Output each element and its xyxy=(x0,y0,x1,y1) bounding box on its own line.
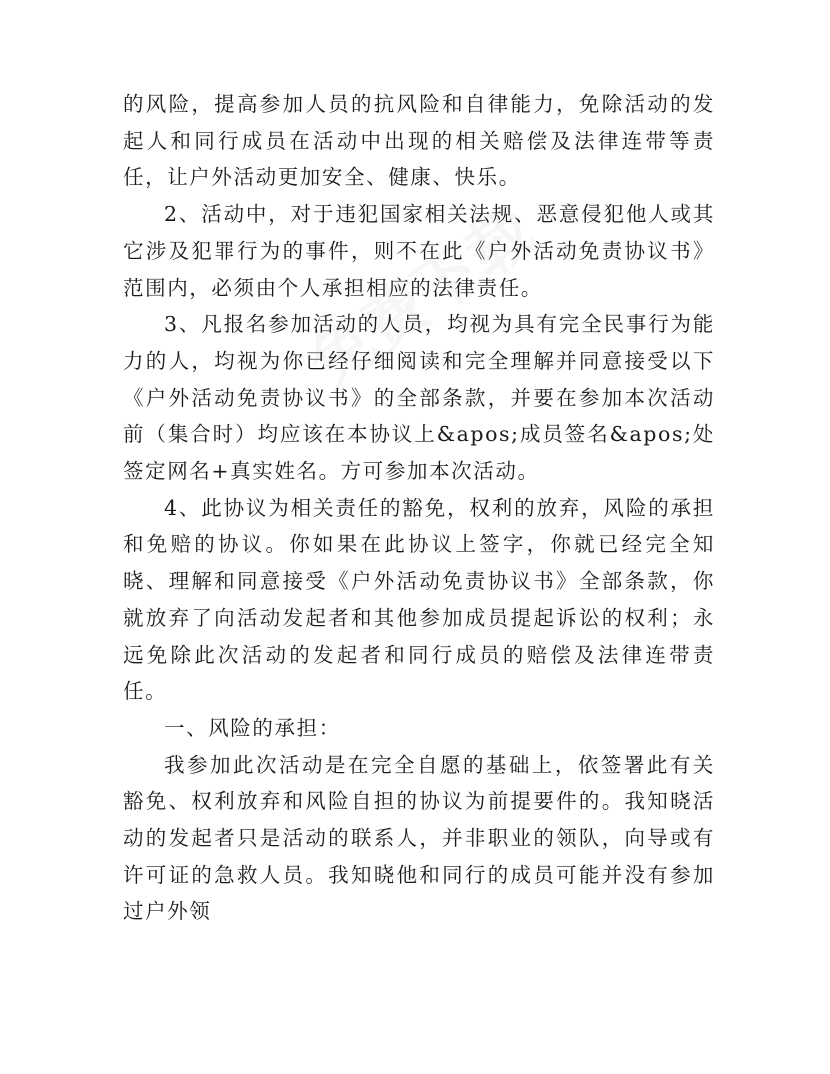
section-heading-risk: 一、风险的承担： xyxy=(164,715,341,740)
paragraph-item-2: 2、活动中，对于违犯国家相关法规、恶意侵犯他人或其它涉及犯罪行为的事件，则不在此《户外活动免责协议书》范围内，必须由个人承担相应的法律责任。 xyxy=(123,202,715,300)
paragraph-item-4: 4、此协议为相关责任的豁免，权利的放弃，风险的承担和免赔的协议。你如果在此协议上签字，你就已经完全知晓、理解和同意接受《户外活动免责协议书》全部条款，你就放弃了向活动发起者和其他参加成员提起诉讼的权利；永远免除此次活动的发起者和同行成员的赔偿及法律连带责任。 xyxy=(123,495,715,704)
paragraph-continuation: 的风险，提高参加人员的抗风险和自律能力，免除活动的发起人和同行成员在活动中出现的相关赔偿及法律连带等责任，让户外活动更加安全、健康、快乐。 xyxy=(123,92,715,190)
paragraph-risk-body: 我参加此次活动是在完全自愿的基础上，依签署此有关豁免、权利放弃和风险自担的协议为前提要件的。我知晓活动的发起者只是活动的联系人，并非职业的领队，向导或有许可证的急救人员。我知晓他和同行的成员可能并没有参加过户外领 xyxy=(123,752,715,924)
document-body xyxy=(123,86,715,930)
paragraph-item-3: 3、凡报名参加活动的人员，均视为具有完全民事行为能力的人，均视为你已经仔细阅读和完全理解并同意接受以下《户外活动免责协议书》的全部条款，并要在参加本次活动前（集合时）均应该在本协议上&apos;成员签名&apos;处签定网名+真实姓名。方可参加本次活动。 xyxy=(123,312,715,484)
